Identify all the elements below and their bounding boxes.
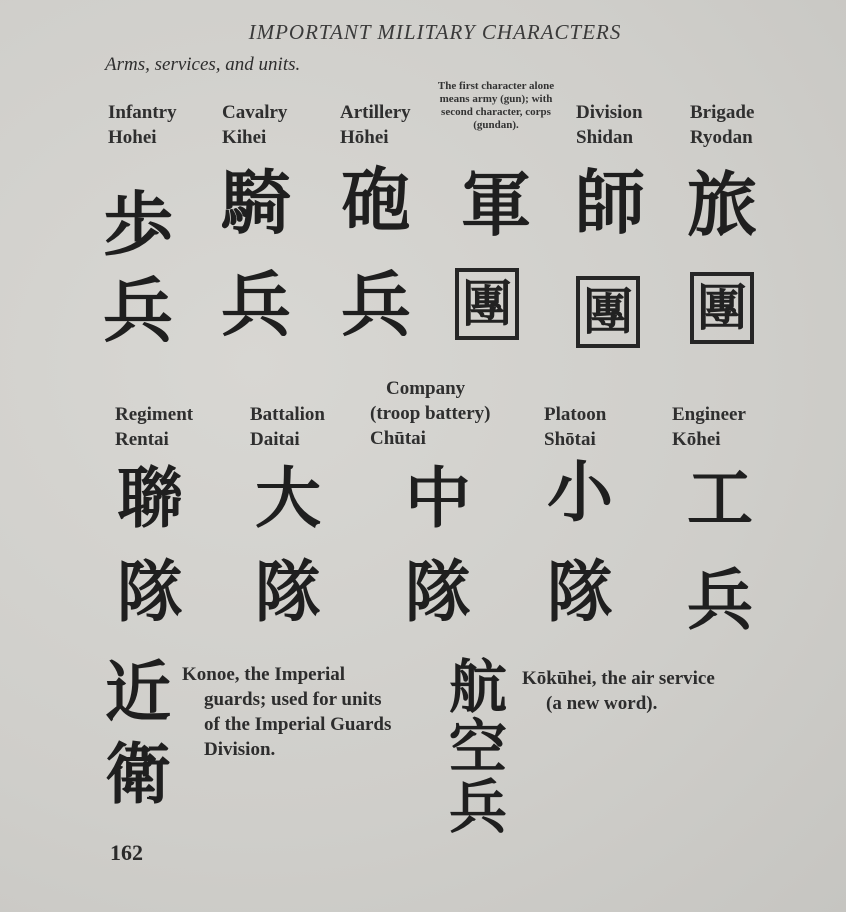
label-company: Company (troop battery) Chūtai [370, 378, 491, 449]
char-division-1: 師 [575, 162, 645, 244]
char-company-1: 中 [405, 460, 471, 537]
page-number: 162 [110, 840, 143, 865]
label-infantry: Infantry Hohei [108, 102, 177, 148]
char-battalion-2: 隊 [255, 554, 321, 631]
label-regiment: Regiment Rentai [115, 404, 194, 450]
char-division-2: 團 [576, 276, 640, 348]
char-platoon-2: 隊 [547, 554, 613, 631]
char-artillery-2: 兵 [341, 264, 411, 346]
char-cavalry-2: 兵 [221, 264, 291, 346]
char-artillery-1: 砲 [341, 160, 411, 242]
char-army-1: 軍 [461, 164, 531, 246]
label-engineer: Engineer Kōhei [672, 404, 746, 450]
page-title: IMPORTANT MILITARY CHARACTERS [248, 20, 622, 44]
note-army-corps: The first character alone means army (gun); with second character, corps (gundan). [437, 80, 555, 131]
char-regiment-1: 聯 [117, 460, 183, 537]
label-platoon: Platoon Shōtai [544, 404, 607, 450]
char-brigade-2: 團 [690, 272, 754, 344]
char-konoe-2: 衛 [105, 736, 171, 813]
char-army-2: 團 [455, 268, 519, 340]
char-infantry-1: 歩 [103, 184, 173, 266]
label-battalion: Battalion Daitai [250, 404, 325, 450]
char-brigade-1: 旅 [687, 164, 757, 246]
kokuhei-description: Kōkūhei, the air service (a new word). [522, 668, 715, 714]
char-kokuhei-1: 航 [448, 653, 507, 721]
char-konoe-1: 近 [105, 654, 171, 731]
char-platoon-1: 小 [547, 454, 613, 531]
label-cavalry: Cavalry Kihei [222, 102, 288, 148]
section-subtitle: Arms, services, and units. [105, 54, 301, 75]
char-infantry-2: 兵 [103, 270, 173, 352]
char-engineer-2: 兵 [687, 562, 753, 639]
char-company-2: 隊 [405, 554, 471, 631]
konoe-description: Konoe, the Imperial guards; used for units of the Imperial Guards Division. [182, 664, 392, 760]
char-battalion-1: 大 [255, 460, 321, 537]
label-brigade: Brigade Ryodan [690, 102, 755, 148]
char-cavalry-1: 騎 [221, 162, 291, 244]
char-kokuhei-2: 空 [448, 713, 507, 781]
label-artillery: Artillery Hōhei [340, 102, 411, 148]
char-regiment-2: 隊 [117, 554, 183, 631]
char-kokuhei-3: 兵 [448, 773, 507, 841]
label-division: Division Shidan [576, 102, 643, 148]
char-engineer-1: 工 [687, 460, 753, 537]
